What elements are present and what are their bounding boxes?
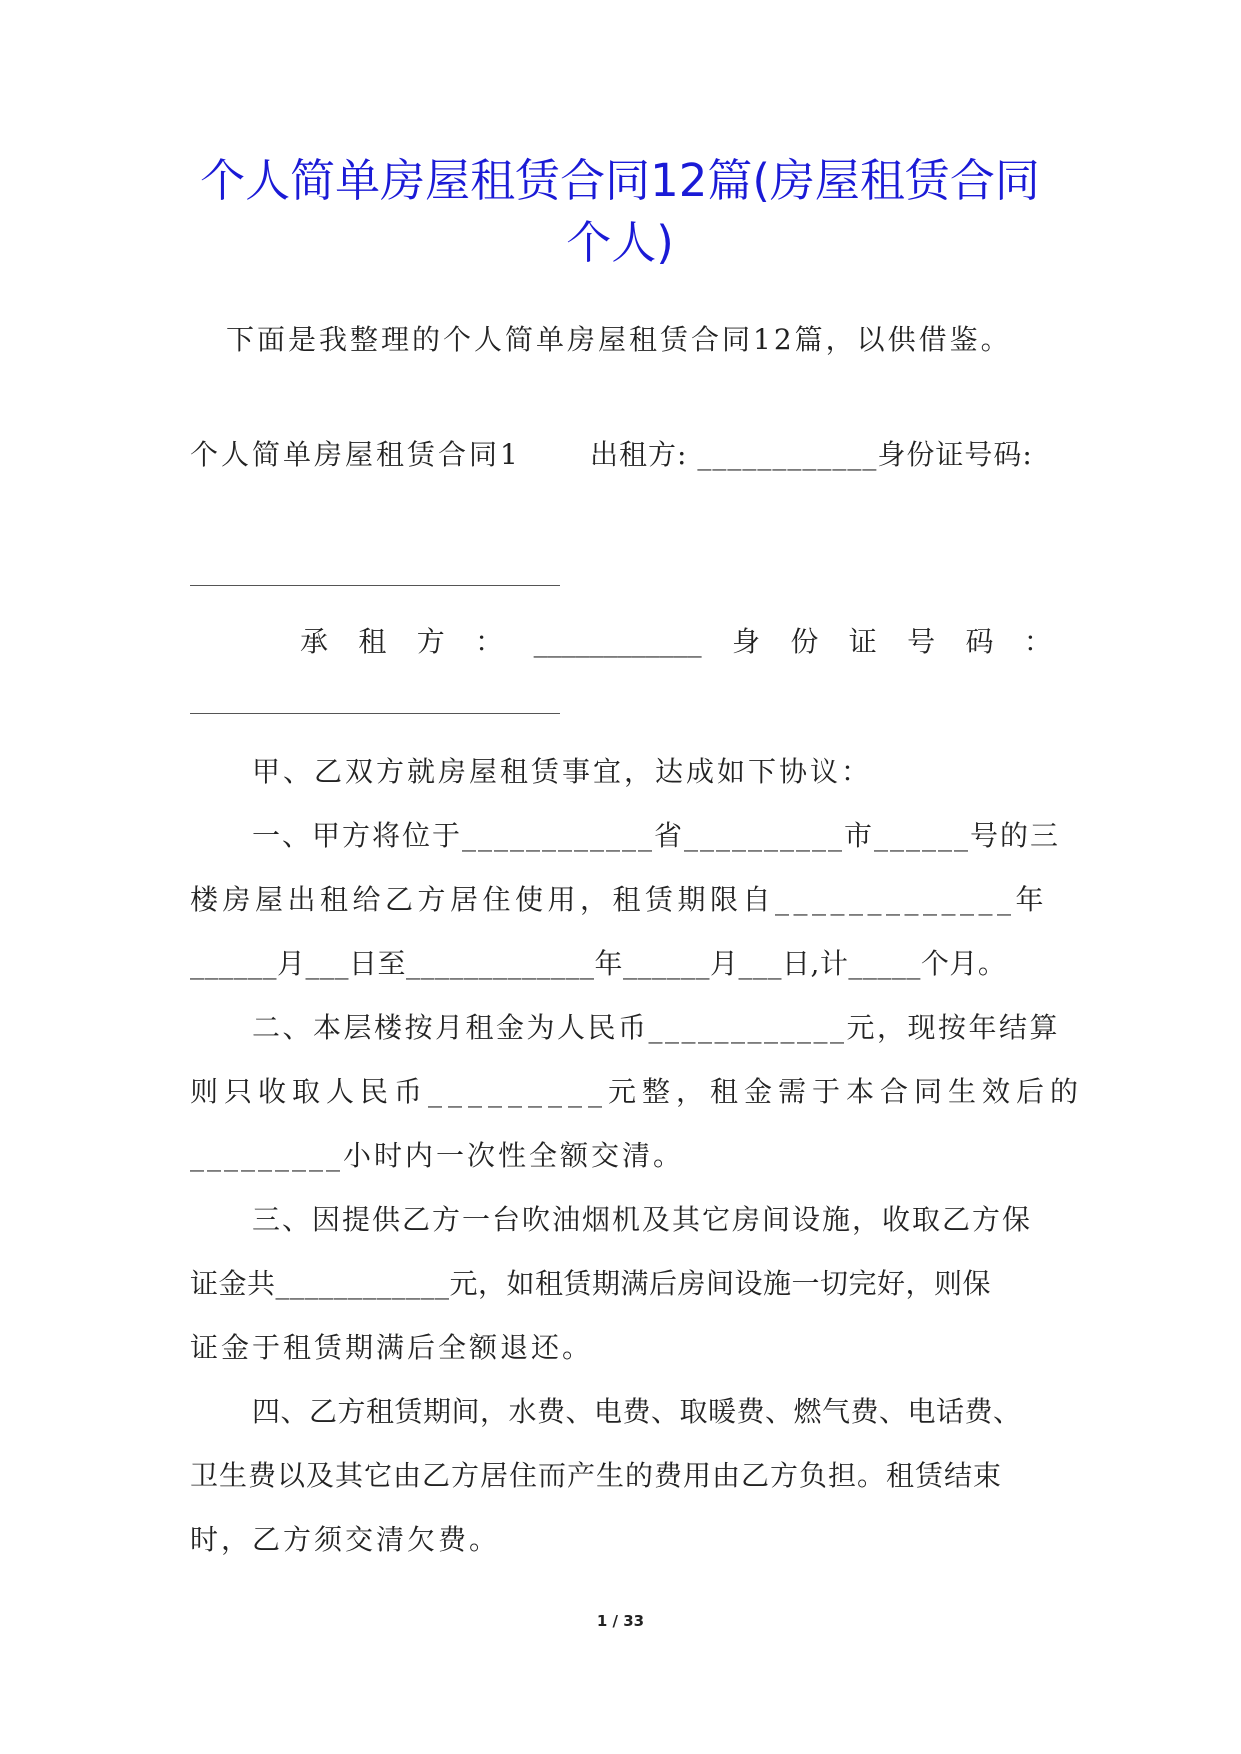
lessee-char: 承	[300, 625, 329, 658]
lessee-char: 证	[848, 625, 877, 658]
clause-1-line-1: 一、甲方将位于____________省__________市______号的三	[252, 819, 1061, 852]
title-line-2: 个人)	[566, 216, 674, 269]
lessee-char: ：	[1023, 625, 1052, 658]
lessee-char: 份	[790, 625, 819, 658]
id-number-blank-2	[190, 713, 560, 714]
clause-1-line-3: ______月___日至_____________年______月___日,计_____个月。	[190, 947, 1007, 980]
clause-3-line-2: 证金共____________元，如租赁期满后房间设施一切完好，则保	[190, 1267, 992, 1300]
lessee-char: 身	[731, 625, 760, 658]
lessee-char: 方	[416, 625, 445, 658]
lessee-char: 号	[907, 625, 936, 658]
clause-4-line-3: 时，乙方须交清欠费。	[190, 1523, 501, 1556]
lessee-line	[300, 622, 1052, 662]
lessee-blank: ____________	[533, 625, 702, 658]
clause-2-line-2: 则只收取人民币_________元整，租金需于本合同生效后的	[190, 1075, 1085, 1108]
intro-paragraph: 下面是我整理的个人简单房屋租赁合同12篇，以供借鉴。	[226, 323, 1012, 356]
clause-1-line-2: 楼房屋出租给乙方居住使用，租赁期限自_____________年	[190, 883, 1049, 916]
document-title	[180, 150, 1060, 274]
clause-3-line-1: 三、因提供乙方一台吹油烟机及其它房间设施，收取乙方保	[252, 1203, 1033, 1236]
page-number: 1 / 33	[596, 1612, 645, 1630]
lessee-char: ：	[475, 625, 504, 658]
clause-2-line-1: 二、本层楼按月租金为人民币____________元，现按年结算	[252, 1011, 1061, 1044]
id-number-blank-1	[190, 585, 560, 586]
lessee-char: 租	[358, 625, 387, 658]
lessor-line: 出租方: ____________身份证号码:	[590, 438, 1033, 471]
clause-4-line-2: 卫生费以及其它由乙方居住而产生的费用由乙方负担。租赁结束	[190, 1459, 1003, 1492]
contract-heading: 个人简单房屋租赁合同1	[190, 438, 521, 471]
agreement-paragraph: 甲、乙双方就房屋租赁事宜，达成如下协议：	[252, 755, 873, 788]
title-line-1: 个人简单房屋租赁合同12篇(房屋租赁合同	[200, 154, 1040, 207]
clause-2-line-3: _________小时内一次性全额交清。	[190, 1139, 685, 1172]
clause-3-line-3: 证金于租赁期满后全额退还。	[190, 1331, 594, 1364]
lessee-char: 码	[965, 625, 994, 658]
clause-4-line-1: 四、乙方租赁期间，水费、电费、取暖费、燃气费、电话费、	[252, 1395, 1022, 1428]
